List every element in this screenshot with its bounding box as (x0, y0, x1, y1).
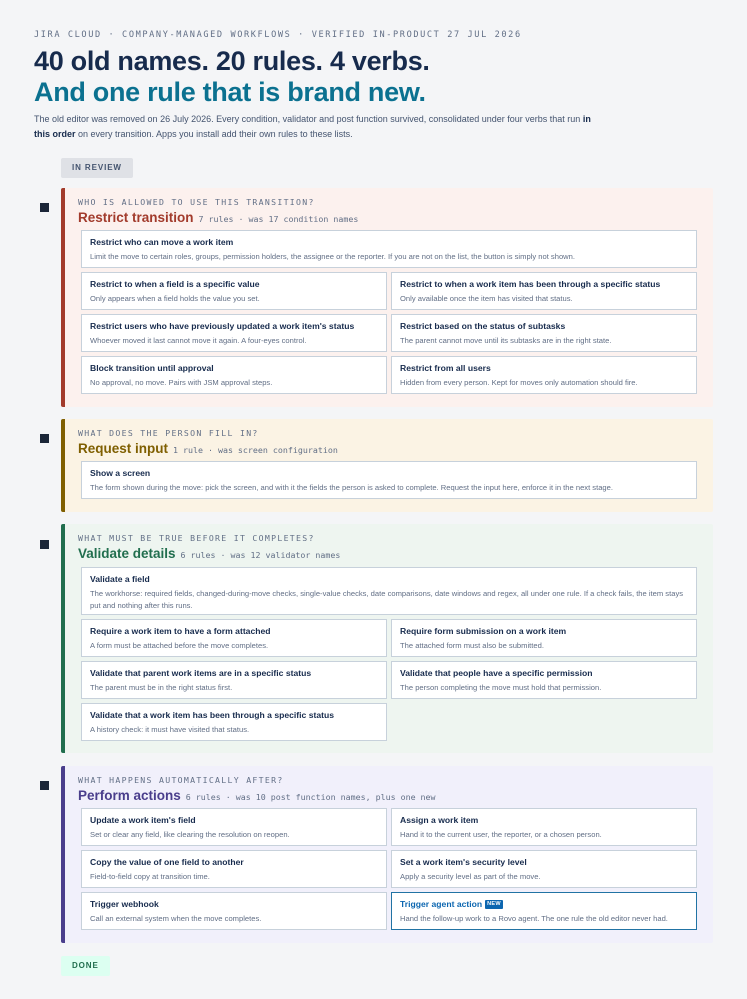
rule-title: Assign a work item (400, 815, 479, 825)
rule-card[interactable] (81, 892, 387, 930)
rule-card[interactable] (391, 314, 697, 352)
rule-description: Hidden from every person. Kept for moves only automation should fire. (400, 378, 638, 387)
section-meta: 6 rules · was 12 validator names (180, 550, 341, 560)
rule-description: Only appears when a field holds the value you set. (90, 294, 260, 303)
rule-title-row (400, 899, 688, 909)
new-badge: NEW (487, 900, 501, 907)
rule-description: No approval, no move. Pairs with JSM approval steps. (90, 378, 273, 387)
rule-card[interactable] (81, 567, 697, 615)
rule-card[interactable] (81, 314, 387, 352)
section-marker-validate (40, 540, 49, 549)
status-lozenge-done: DONE (61, 956, 110, 976)
rule-card[interactable] (391, 808, 697, 846)
rule-description: The attached form must also be submitted. (400, 641, 544, 650)
section-meta: 1 rule · was screen configuration (173, 445, 338, 455)
section-validate-details (61, 524, 713, 753)
rule-title: Restrict users who have previously updated a work item's status (90, 321, 355, 331)
rule-description: The parent cannot move until its subtasks are in the right state. (400, 336, 612, 345)
rule-title: Restrict based on the status of subtasks (400, 321, 566, 331)
rule-title: Restrict from all users (400, 363, 491, 373)
section-heading (78, 545, 340, 563)
section-restrict-transition (61, 188, 713, 407)
rule-card-new[interactable] (391, 892, 697, 930)
rule-card[interactable] (391, 356, 697, 394)
rule-description: Apply a security level as part of the move. (400, 872, 541, 881)
rule-title: Validate that people have a specific permission (400, 668, 593, 678)
section-marker-request (40, 434, 49, 443)
rule-title: Validate a field (90, 574, 150, 584)
rule-card[interactable] (81, 619, 387, 657)
section-name: Restrict transition (78, 210, 194, 225)
rule-card[interactable] (391, 850, 697, 888)
rule-title: Update a work item's field (90, 815, 196, 825)
intro-text-end: on every transition. Apps you install add their own rules to these lists. (75, 129, 353, 139)
section-question: WHAT HAPPENS AUTOMATICALLY AFTER? (78, 775, 284, 785)
section-name: Perform actions (78, 788, 181, 803)
rule-title: Require form submission on a work item (400, 626, 567, 636)
rule-card[interactable] (81, 850, 387, 888)
intro-paragraph (34, 112, 604, 142)
rule-title: Restrict who can move a work item (90, 237, 234, 247)
section-question: WHAT MUST BE TRUE BEFORE IT COMPLETES? (78, 533, 315, 543)
rule-description: Only available once the item has visited that status. (400, 294, 573, 303)
rule-description: The parent must be in the right status first. (90, 683, 233, 692)
section-meta: 7 rules · was 17 condition names (198, 214, 359, 224)
rule-description: The form shown during the move: pick the screen, and with it the fields the person is asked to complete. Request the input here, enforce it in the next stage. (90, 483, 613, 492)
section-heading (78, 787, 436, 805)
section-marker-restrict (40, 203, 49, 212)
rule-title: Trigger agent action (400, 899, 483, 909)
page-subtitle: And one rule that is brand new. (34, 77, 426, 107)
section-name: Request input (78, 441, 168, 456)
section-name: Validate details (78, 546, 176, 561)
section-marker-perform (40, 781, 49, 790)
page-eyebrow: JIRA CLOUD · COMPANY-MANAGED WORKFLOWS · VERIFIED IN-PRODUCT 27 JUL 2026 (34, 30, 522, 40)
rule-title: Set a work item's security level (400, 857, 527, 867)
section-perform-actions (61, 766, 713, 943)
rule-title: Restrict to when a field is a specific value (90, 279, 260, 289)
rule-title: Copy the value of one field to another (90, 857, 244, 867)
section-question: WHO IS ALLOWED TO USE THIS TRANSITION? (78, 197, 315, 207)
rule-title: Trigger webhook (90, 899, 159, 909)
section-question: WHAT DOES THE PERSON FILL IN? (78, 428, 259, 438)
rule-card[interactable] (81, 461, 697, 499)
rule-title: Show a screen (90, 468, 151, 478)
rule-card[interactable] (81, 356, 387, 394)
rule-description: The workhorse: required fields, changed-during-move checks, single-value checks, date comparisons, date windows and regex, all under one rule. If a check fails, the item stays put and nothing after this runs. (90, 589, 684, 610)
rule-title: Require a work item to have a form attached (90, 626, 271, 636)
rule-description: A form must be attached before the move completes. (90, 641, 269, 650)
rule-card[interactable] (81, 808, 387, 846)
section-meta: 6 rules · was 10 post function names, plus one new (185, 792, 436, 802)
rule-card[interactable] (81, 703, 387, 741)
rule-title: Validate that parent work items are in a specific status (90, 668, 312, 678)
rule-description: Set or clear any field, like clearing the resolution on reopen. (90, 830, 290, 839)
rule-description: Whoever moved it last cannot move it again. A four-eyes control. (90, 336, 307, 345)
rule-description: Call an external system when the move completes. (90, 914, 262, 923)
rule-card[interactable] (391, 272, 697, 310)
rule-description: Hand it to the current user, the reporter, or a chosen person. (400, 830, 602, 839)
page-title: 40 old names. 20 rules. 4 verbs. (34, 46, 430, 76)
rule-card[interactable] (391, 661, 697, 699)
rule-title: Restrict to when a work item has been through a specific status (400, 279, 661, 289)
rule-title: Block transition until approval (90, 363, 214, 373)
section-request-input (61, 419, 713, 512)
rule-card[interactable] (81, 272, 387, 310)
rule-description: The person completing the move must hold that permission. (400, 683, 602, 692)
rule-card[interactable] (391, 619, 697, 657)
status-lozenge-in-review: IN REVIEW (61, 158, 133, 178)
section-heading (78, 440, 338, 458)
rule-title: Validate that a work item has been through a specific status (90, 710, 335, 720)
intro-emphasis: in this order (34, 114, 591, 139)
rule-card[interactable] (81, 661, 387, 699)
rule-card[interactable] (81, 230, 697, 268)
rule-description: Field-to-field copy at transition time. (90, 872, 210, 881)
intro-text-start: The old editor was removed on 26 July 2026. Every condition, validator and post function survived, consolidated under four verbs that run (34, 114, 583, 124)
rule-description: A history check: it must have visited that status. (90, 725, 250, 734)
rule-description: Hand the follow-up work to a Rovo agent. The one rule the old editor never had. (400, 914, 668, 923)
section-heading (78, 209, 358, 227)
rule-description: Limit the move to certain roles, groups, permission holders, the assignee or the reporter. If you are not on the list, the button is simply not shown. (90, 252, 575, 261)
